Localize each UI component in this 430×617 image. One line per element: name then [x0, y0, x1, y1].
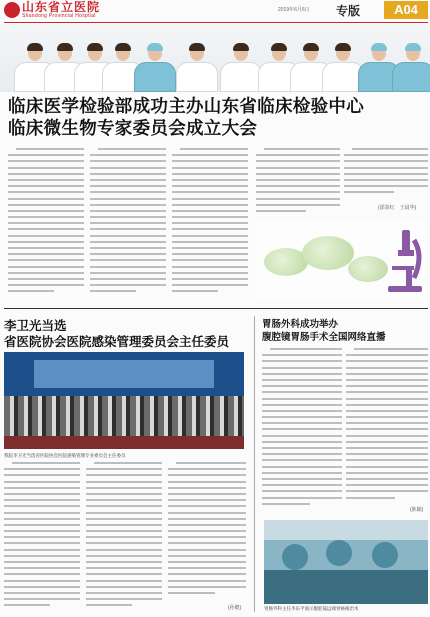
text-line	[172, 235, 248, 237]
story3-column-2	[346, 348, 428, 504]
text-line	[8, 179, 84, 181]
text-line	[262, 503, 310, 505]
text-line	[264, 148, 340, 150]
section-label: 专版	[336, 4, 361, 18]
hospital-name-english: Shandong Provincial Hospital	[22, 13, 96, 19]
microscope-illustration	[256, 222, 428, 300]
text-line	[346, 447, 428, 449]
text-line	[172, 278, 248, 280]
text-line	[86, 542, 162, 544]
text-line	[90, 228, 166, 230]
text-line	[86, 512, 162, 514]
text-line	[172, 290, 218, 292]
text-line	[86, 561, 162, 563]
text-line	[256, 160, 340, 162]
story1-column-4	[256, 148, 340, 220]
text-line	[4, 518, 80, 520]
text-line	[270, 348, 342, 350]
text-line	[86, 536, 162, 538]
text-line	[262, 391, 342, 393]
text-line	[86, 468, 162, 470]
text-line	[168, 555, 246, 557]
text-line	[86, 586, 162, 588]
text-line	[8, 253, 84, 255]
text-line	[344, 179, 428, 181]
text-line	[262, 379, 342, 381]
text-line	[346, 398, 428, 400]
text-line	[346, 428, 428, 430]
text-line	[172, 228, 248, 230]
text-line	[346, 441, 428, 443]
text-line	[90, 216, 166, 218]
text-line	[8, 160, 84, 162]
text-line	[256, 210, 306, 212]
text-line	[90, 204, 166, 206]
text-line	[346, 453, 428, 455]
text-line	[90, 191, 166, 193]
text-line	[4, 580, 80, 582]
text-line	[262, 472, 342, 474]
text-line	[4, 481, 80, 483]
text-line	[262, 435, 342, 437]
text-line	[346, 367, 428, 369]
text-line	[262, 453, 342, 455]
text-line	[344, 154, 428, 156]
column-divider	[254, 316, 255, 612]
text-line	[256, 179, 340, 181]
story3-headline-line2: 腹腔镜胃肠手术全国网络直播	[262, 332, 386, 343]
text-line	[346, 410, 428, 412]
text-line	[262, 478, 342, 480]
text-line	[168, 524, 246, 526]
text-line	[172, 222, 248, 224]
text-line	[86, 549, 162, 551]
text-line	[4, 542, 80, 544]
text-line	[180, 148, 248, 150]
text-line	[8, 216, 84, 218]
text-line	[172, 272, 248, 274]
text-line	[4, 493, 80, 495]
text-line	[262, 459, 342, 461]
text-line	[90, 272, 166, 274]
text-line	[172, 185, 248, 187]
text-line	[98, 148, 166, 150]
text-line	[262, 398, 342, 400]
text-line	[346, 422, 428, 424]
text-line	[90, 266, 166, 268]
text-line	[176, 462, 246, 464]
text-line	[172, 154, 248, 156]
text-line	[90, 154, 166, 156]
page-number-badge: A04	[384, 1, 428, 19]
text-line	[346, 404, 428, 406]
text-line	[8, 272, 84, 274]
text-line	[172, 160, 248, 162]
story1-column-3	[172, 148, 248, 300]
text-line	[168, 512, 246, 514]
text-line	[4, 536, 80, 538]
text-line	[354, 348, 428, 350]
text-line	[262, 484, 342, 486]
story2-photo-caption: 我院李卫光当选省医院协会医院感染管理专业委员会主任委员	[4, 453, 126, 458]
text-line	[346, 472, 428, 474]
text-line	[346, 360, 428, 362]
text-line	[90, 247, 166, 249]
text-line	[8, 259, 84, 261]
text-line	[4, 555, 80, 557]
text-line	[346, 416, 428, 418]
issue-date: 2019年6月6日	[278, 7, 310, 13]
text-line	[262, 497, 342, 499]
text-line	[262, 441, 342, 443]
text-line	[168, 518, 246, 520]
text-line	[172, 191, 248, 193]
text-line	[172, 259, 248, 261]
text-line	[256, 154, 340, 156]
text-line	[168, 474, 246, 476]
text-line	[346, 478, 428, 480]
text-line	[86, 493, 162, 495]
text-line	[352, 148, 428, 150]
text-line	[172, 253, 248, 255]
text-line	[262, 367, 342, 369]
main-headline-line2: 临床微生物专家委员会成立大会	[8, 119, 258, 139]
text-line	[8, 247, 84, 249]
text-line	[8, 210, 84, 212]
text-line	[262, 404, 342, 406]
text-line	[8, 204, 84, 206]
text-line	[4, 512, 80, 514]
text-line	[90, 235, 166, 237]
story2-column-1	[4, 462, 80, 612]
story2-headline-line2: 省医院协会医院感染管理委员会主任委员	[4, 334, 230, 349]
text-line	[90, 198, 166, 200]
text-line	[90, 167, 166, 169]
text-line	[262, 447, 342, 449]
text-line	[8, 241, 84, 243]
text-line	[262, 385, 342, 387]
text-line	[346, 497, 395, 499]
text-line	[86, 567, 162, 569]
hospital-name: 山东省立医院	[22, 0, 101, 14]
text-line	[262, 466, 342, 468]
text-line	[168, 580, 246, 582]
text-line	[4, 598, 80, 600]
text-line	[346, 379, 428, 381]
text-line	[168, 505, 246, 507]
text-line	[256, 204, 340, 206]
text-line	[172, 179, 248, 181]
text-line	[346, 435, 428, 437]
text-line	[90, 284, 166, 286]
text-line	[172, 210, 248, 212]
text-line	[168, 530, 246, 532]
text-line	[4, 524, 80, 526]
text-line	[86, 499, 162, 501]
text-line	[90, 160, 166, 162]
text-line	[172, 247, 248, 249]
text-line	[4, 592, 80, 594]
text-line	[256, 185, 340, 187]
text-line	[168, 493, 246, 495]
text-line	[12, 462, 80, 464]
text-line	[346, 484, 428, 486]
text-line	[168, 561, 246, 563]
text-line	[4, 604, 50, 606]
text-line	[168, 567, 246, 569]
text-line	[262, 428, 342, 430]
surgery-photo	[264, 520, 428, 604]
text-line	[86, 555, 162, 557]
text-line	[346, 354, 428, 356]
text-line	[168, 499, 246, 501]
story2-column-2	[86, 462, 162, 612]
text-line	[262, 490, 342, 492]
text-line	[346, 466, 428, 468]
text-line	[4, 573, 80, 575]
story3-byline: (陈颖)	[410, 507, 424, 513]
text-line	[8, 222, 84, 224]
text-line	[86, 487, 162, 489]
text-line	[86, 580, 162, 582]
text-line	[168, 586, 246, 588]
story1-byline: (邵泰红 王晨华)	[378, 205, 417, 211]
text-line	[344, 173, 428, 175]
text-line	[8, 198, 84, 200]
story2-byline: (孙健)	[228, 605, 242, 611]
text-line	[168, 542, 246, 544]
text-line	[168, 536, 246, 538]
text-line	[344, 185, 428, 187]
text-line	[8, 173, 84, 175]
text-line	[262, 373, 342, 375]
main-headline-line1: 临床医学检验部成功主办山东省临床检验中心	[8, 97, 364, 117]
text-line	[86, 518, 162, 520]
text-line	[4, 505, 80, 507]
text-line	[90, 222, 166, 224]
story1-column-1	[8, 148, 84, 300]
text-line	[4, 549, 80, 551]
story1-column-5	[344, 148, 428, 200]
text-line	[168, 573, 246, 575]
text-line	[90, 241, 166, 243]
text-line	[86, 604, 132, 606]
story3-headline	[262, 318, 428, 344]
text-line	[4, 567, 80, 569]
text-line	[344, 160, 428, 162]
text-line	[256, 198, 340, 200]
text-line	[4, 499, 80, 501]
text-line	[256, 173, 340, 175]
text-line	[86, 573, 162, 575]
text-line	[8, 284, 84, 286]
text-line	[168, 468, 246, 470]
text-line	[4, 530, 80, 532]
text-line	[90, 290, 136, 292]
story2-column-3	[168, 462, 246, 600]
story1-column-2	[90, 148, 166, 300]
text-line	[90, 179, 166, 181]
text-line	[8, 191, 84, 193]
text-line	[346, 459, 428, 461]
text-line	[86, 592, 162, 594]
text-line	[168, 487, 246, 489]
text-line	[262, 354, 342, 356]
text-line	[172, 216, 248, 218]
text-line	[346, 385, 428, 387]
text-line	[90, 278, 166, 280]
text-line	[4, 487, 80, 489]
text-line	[90, 259, 166, 261]
text-line	[262, 422, 342, 424]
text-line	[86, 524, 162, 526]
text-line	[256, 167, 340, 169]
text-line	[8, 228, 84, 230]
text-line	[94, 462, 162, 464]
text-line	[168, 481, 246, 483]
story2-headline	[4, 318, 254, 350]
text-line	[172, 284, 248, 286]
text-line	[8, 154, 84, 156]
text-line	[262, 360, 342, 362]
main-headline	[8, 96, 428, 140]
text-line	[172, 167, 248, 169]
microscope-icon	[384, 226, 426, 296]
text-line	[8, 235, 84, 237]
story3-headline-line1: 胃肠外科成功举办	[262, 319, 339, 330]
text-line	[86, 481, 162, 483]
text-line	[172, 266, 248, 268]
text-line	[90, 253, 166, 255]
text-line	[346, 391, 428, 393]
text-line	[256, 191, 340, 193]
text-line	[86, 530, 162, 532]
text-line	[262, 416, 342, 418]
text-line	[8, 278, 84, 280]
text-line	[4, 586, 80, 588]
text-line	[8, 290, 54, 292]
section-divider	[4, 308, 428, 309]
story2-headline-line1: 李卫光当选	[4, 318, 67, 333]
text-line	[172, 198, 248, 200]
hospital-logo-icon	[4, 2, 20, 18]
doctors-banner-image	[0, 24, 430, 92]
text-line	[86, 505, 162, 507]
text-line	[168, 549, 246, 551]
text-line	[8, 185, 84, 187]
text-line	[262, 410, 342, 412]
text-line	[86, 474, 162, 476]
text-line	[344, 191, 394, 193]
text-line	[90, 185, 166, 187]
text-line	[86, 598, 162, 600]
text-line	[90, 173, 166, 175]
text-line	[346, 373, 428, 375]
text-line	[344, 167, 428, 169]
group-photo	[4, 352, 244, 449]
story3-photo-caption: 胃肠外科主任李乐平演示腹腔镜远端胃癌根治术	[264, 606, 359, 611]
text-line	[168, 592, 215, 594]
text-line	[90, 210, 166, 212]
text-line	[16, 148, 84, 150]
text-line	[4, 468, 80, 470]
text-line	[172, 204, 248, 206]
text-line	[8, 167, 84, 169]
masthead-divider	[4, 22, 428, 23]
text-line	[172, 241, 248, 243]
text-line	[4, 561, 80, 563]
story3-column-1	[262, 348, 342, 512]
text-line	[172, 173, 248, 175]
text-line	[8, 266, 84, 268]
text-line	[346, 490, 428, 492]
text-line	[4, 474, 80, 476]
